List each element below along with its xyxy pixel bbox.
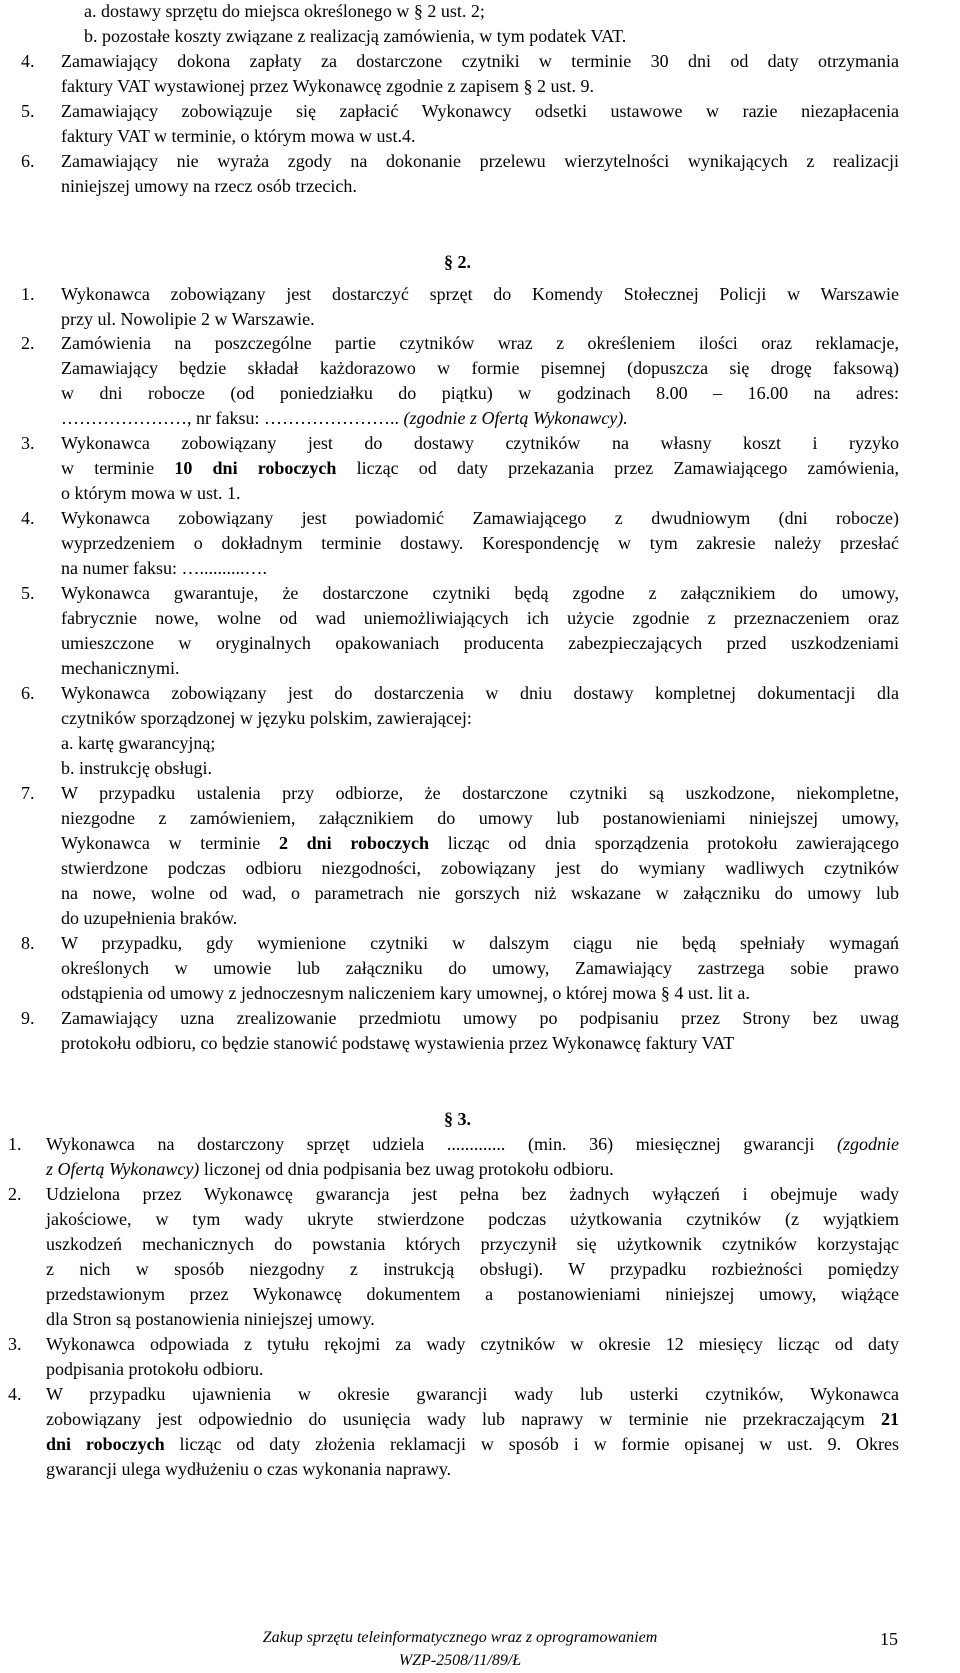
text-run-bold: 2 dni roboczych	[278, 833, 430, 853]
paragraph-line: protokołu odbioru, co będzie stanowić podstawę wystawienia przez Wykonawcę faktury VAT	[61, 1033, 735, 1053]
paragraph-line	[46, 1433, 899, 1455]
text-run-bold: 21	[881, 1409, 899, 1429]
paragraph-line: stwierdzone podczas odbioru niezgodności, zobowiązany jest do wymiany wadliwych czytników	[61, 858, 899, 878]
paragraph-line: gwarancji ulega wydłużeniu o czas wykonania naprawy.	[46, 1459, 452, 1479]
list-item-a: a. kartę gwarancyjną;	[61, 733, 216, 753]
paragraph-line: niezgodne z zamówieniem, załącznikiem do umowy lub postanowieniami niniejszej umowy,	[61, 808, 899, 828]
paragraph-line: Zamawiający nie wyraża zgody na dokonanie przelewu wierzytelności wynikających z realizacji	[61, 151, 899, 171]
text-run: Wykonawca na dostarczony sprzęt udziela ............. (min. 36) miesięcznej gwarancji	[46, 1134, 837, 1154]
text-run: w terminie	[61, 458, 175, 478]
item-number: 3.	[21, 433, 35, 453]
text-run-italic: z Ofertą Wykonawcy)	[46, 1159, 200, 1179]
item-number: 6.	[21, 151, 35, 171]
paragraph-line: odstąpienia od umowy z jednoczesnym naliczeniem kary umownej, o której mowa § 4 ust. lit a.	[61, 983, 750, 1003]
text-run: licząc od daty przekazania przez Zamawiającego zamówienia,	[336, 458, 899, 478]
footer-reference: WZP-2508/11/89/Ł	[398, 1652, 522, 1669]
text-run-bold: dni roboczych	[46, 1434, 165, 1454]
page-number: 15	[880, 1629, 898, 1649]
paragraph-line: W przypadku ustalenia przy odbiorze, że dostarczone czytniki są uszkodzone, niekompletne,	[61, 783, 899, 803]
paragraph-line: Zamawiający dokona zapłaty za dostarczone czytniki w terminie 30 dni od daty otrzymania	[61, 51, 899, 71]
item-number: 1.	[21, 284, 35, 304]
paragraph-line: W przypadku, gdy wymienione czytniki w dalszym ciągu nie będą spełniały wymagań	[61, 933, 899, 953]
item-number: 2.	[21, 333, 35, 353]
paragraph-line: Wykonawca odpowiada z tytułu rękojmi za wady czytników w okresie 12 miesięcy licząc od daty	[46, 1334, 899, 1354]
paragraph-line: na nowe, wolne od wad, o parametrach nie gorszych niż wskazane w załączniku do umowy lub	[61, 883, 899, 903]
paragraph-line	[46, 1133, 899, 1155]
paragraph-line: dla Stron są postanowienia niniejszej umowy.	[46, 1309, 375, 1329]
paragraph-line: Zamówienia na poszczególne partie czytników wraz z określeniem ilości oraz reklamacje,	[61, 333, 899, 353]
list-item-a: a. dostawy sprzętu do miejsca określonego w § 2 ust. 2;	[84, 1, 485, 21]
paragraph-line: niniejszej umowy na rzecz osób trzecich.	[61, 176, 357, 196]
footer-title: Zakup sprzętu teleinformatycznego wraz z oprogramowaniem	[262, 1629, 658, 1646]
text-run-italic: (zgodnie z Ofertą Wykonawcy).	[403, 408, 628, 428]
paragraph-line: Zamawiający będzie składał każdorazowo w formie pisemnej (dopuszcza się drogę faksową)	[61, 358, 899, 378]
paragraph-line: Wykonawca zobowiązany jest do dostarczenia w dniu dostawy kompletnej dokumentacji dla	[61, 683, 899, 703]
paragraph-line: do uzupełnienia braków.	[61, 908, 238, 928]
paragraph-line: przy ul. Nowolipie 2 w Warszawie.	[61, 309, 315, 329]
paragraph-line: wyprzedzeniem o dokładnym terminie dostawy. Korespondencję w tym zakresie należy przesłać	[61, 533, 899, 553]
paragraph-line: jakościowe, w tym wady ukryte stwierdzone podczas użytkowania czytników (z wyjątkiem	[46, 1209, 899, 1229]
paragraph-line: określonych w umowie lub załączniku do umowy, Zamawiający zastrzega sobie prawo	[61, 958, 899, 978]
paragraph-line: faktury VAT w terminie, o którym mowa w ust.4.	[61, 126, 416, 146]
paragraph-line: Wykonawca gwarantuje, że dostarczone czytniki będą zgodne z załącznikiem do umowy,	[61, 583, 899, 603]
item-number: 2.	[8, 1184, 22, 1204]
paragraph-line	[61, 457, 899, 479]
paragraph-line: umieszczone w oryginalnych opakowaniach producenta zabezpieczających przed uszkodzeniami	[61, 633, 899, 653]
item-number: 4.	[21, 51, 35, 71]
text-run-italic: (zgodnie	[837, 1134, 899, 1154]
paragraph-line	[46, 1158, 614, 1180]
paragraph-line: z nich w sposób niezgodny z instrukcją obsługi). W przypadku rozbieżności pomiędzy	[46, 1259, 899, 1279]
paragraph-line	[61, 407, 628, 429]
paragraph-line: fabrycznie nowe, wolne od wad uniemożliwiających ich użycie zgodnie z przeznaczeniem oraz	[61, 608, 899, 628]
paragraph-line: uszkodzeń mechanicznych do powstania których przyczynił się użytkownik czytników korzystając	[46, 1234, 899, 1254]
paragraph-line: W przypadku ujawnienia w okresie gwarancji wady lub usterki czytników, Wykonawca	[46, 1384, 899, 1404]
paragraph-line: podpisania protokołu odbioru.	[46, 1359, 264, 1379]
paragraph-line: Wykonawca zobowiązany jest dostarczyć sprzęt do Komendy Stołecznej Policji w Warszawie	[61, 284, 899, 304]
item-number: 6.	[21, 683, 35, 703]
paragraph-line	[46, 1408, 899, 1430]
item-number: 1.	[8, 1134, 22, 1154]
item-number: 5.	[21, 101, 35, 121]
list-item-b: b. instrukcję obsługi.	[61, 758, 212, 778]
item-number: 8.	[21, 933, 35, 953]
item-number: 3.	[8, 1334, 22, 1354]
text-run: …………………, nr faksu: …………………..	[61, 408, 404, 428]
paragraph-line	[61, 832, 899, 854]
item-number: 5.	[21, 583, 35, 603]
paragraph-line: o którym mowa w ust. 1.	[61, 483, 241, 503]
paragraph-line: czytników sporządzonej w języku polskim, zawierającej:	[61, 708, 472, 728]
paragraph-line: Zamawiający zobowiązuje się zapłacić Wykonawcy odsetki ustawowe w razie niezapłacenia	[61, 101, 899, 121]
text-run: liczonej od dnia podpisania bez uwag protokołu odbioru.	[199, 1159, 614, 1179]
paragraph-line: Wykonawca zobowiązany jest do dostawy czytników na własny koszt i ryzyko	[61, 433, 899, 453]
paragraph-line: faktury VAT wystawionej przez Wykonawcę zgodnie z zapisem § 2 ust. 9.	[61, 76, 594, 96]
item-number: 9.	[21, 1008, 35, 1028]
item-number: 7.	[21, 783, 35, 803]
text-run: Wykonawca w terminie	[61, 833, 279, 853]
paragraph-line: Udzielona przez Wykonawcę gwarancja jest pełna bez żadnych wyłączeń i obejmuje wady	[46, 1184, 899, 1204]
item-number: 4.	[8, 1384, 22, 1404]
item-number: 4.	[21, 508, 35, 528]
section-heading: § 3.	[444, 1109, 471, 1129]
text-run: licząc od dnia sporządzenia protokołu zawierającego	[429, 833, 899, 853]
text-run: zobowiązany jest odpowiednio do usunięcia wady lub naprawy w terminie nie przekraczającym	[46, 1409, 881, 1429]
list-item-b: b. pozostałe koszty związane z realizacją zamówienia, w tym podatek VAT.	[84, 26, 627, 46]
text-run: licząc od daty złożenia reklamacji w sposób i w formie opisanej w ust. 9. Okres	[164, 1434, 899, 1454]
paragraph-line: Zamawiający uzna zrealizowanie przedmiotu umowy po podpisaniu przez Strony bez uwag	[61, 1008, 899, 1028]
paragraph-line: przedstawionym przez Wykonawcę dokumentem a postanowieniami niniejszej umowy, wiążące	[46, 1284, 899, 1304]
paragraph-line: na numer faksu: …..........….	[61, 558, 267, 578]
section-heading: § 2.	[444, 252, 471, 272]
paragraph-line: w dni robocze (od poniedziałku do piątku) w godzinach 8.00 – 16.00 na adres:	[61, 383, 899, 403]
paragraph-line: mechanicznymi.	[61, 658, 180, 678]
text-run-bold: 10 dni roboczych	[174, 458, 337, 478]
paragraph-line: Wykonawca zobowiązany jest powiadomić Zamawiającego z dwudniowym (dni robocze)	[61, 508, 899, 528]
